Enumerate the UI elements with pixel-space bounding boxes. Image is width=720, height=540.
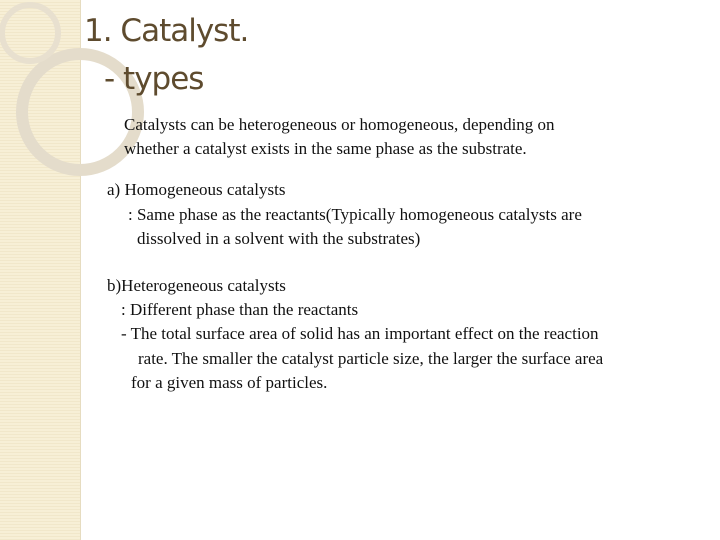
intro-line-2: whether a catalyst exists in the same phase as the substrate. [124, 139, 527, 158]
heterogeneous-line-3: rate. The smaller the catalyst particle size, the larger the surface area [138, 349, 604, 368]
homogeneous-line-2: dissolved in a solvent with the substrates) [137, 229, 421, 248]
slide-title-line-2: - types [104, 61, 204, 97]
homogeneous-line-1: : Same phase as the reactants(Typically homogeneous catalysts are [128, 205, 582, 224]
heterogeneous-line-4: for a given mass of particles. [131, 373, 328, 392]
heterogeneous-line-1: : Different phase than the reactants [121, 300, 359, 319]
slide-title-line-1: 1. Catalyst. [84, 13, 249, 49]
homogeneous-heading: a) Homogeneous catalysts [107, 180, 286, 199]
decorative-ring-small [2, 5, 58, 61]
intro-line-1: Catalysts can be heterogeneous or homogeneous, depending on [124, 115, 555, 134]
heterogeneous-heading: b)Heterogeneous catalysts [107, 276, 286, 295]
heterogeneous-line-2: - The total surface area of solid has an important effect on the reaction [121, 324, 599, 343]
